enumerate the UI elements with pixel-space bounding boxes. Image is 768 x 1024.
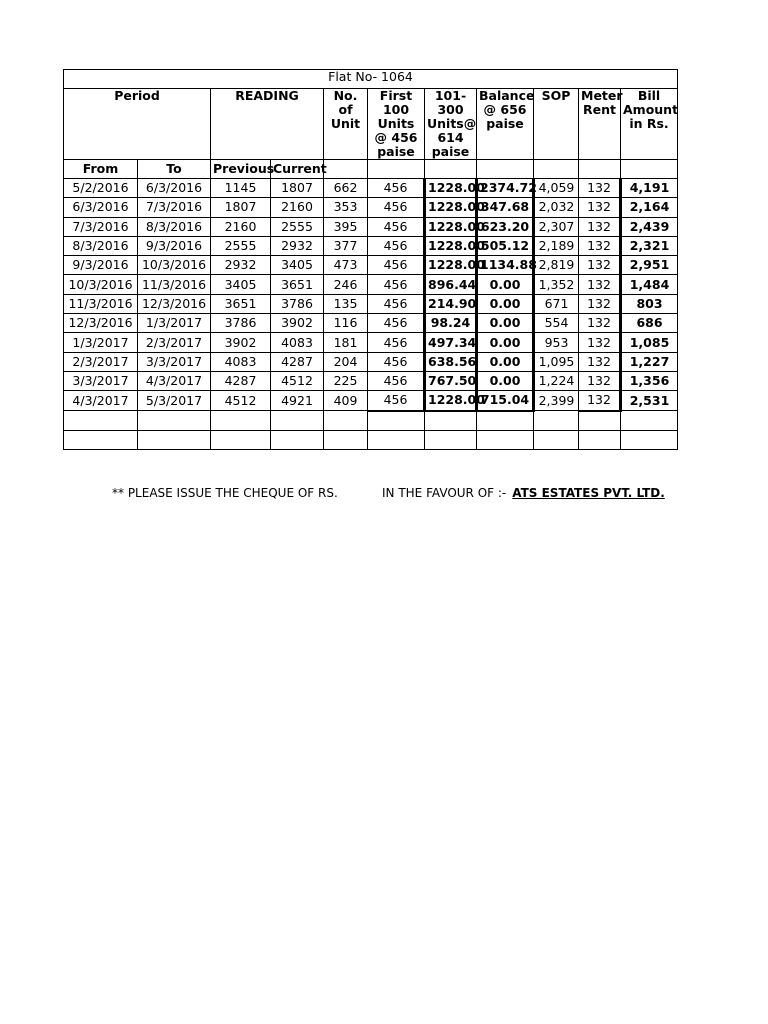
- empty-cell: [579, 411, 621, 431]
- cell-to: 10/3/2016: [138, 256, 211, 275]
- cell-first100: 456: [368, 352, 425, 371]
- empty-cell: [138, 411, 211, 431]
- cell-bill-amount: 2,164: [621, 198, 678, 217]
- cell-current: 2932: [271, 236, 324, 255]
- cell-bill-amount: 1,085: [621, 333, 678, 352]
- cell-sop: 554: [534, 314, 579, 333]
- cell-sop: 1,352: [534, 275, 579, 294]
- cell-sop: 2,189: [534, 236, 579, 255]
- header-sop: SOP: [534, 89, 579, 160]
- cell-101-300: 638.56: [425, 352, 477, 371]
- cell-sop: 1,095: [534, 352, 579, 371]
- header-reading: READING: [211, 89, 324, 160]
- cell-101-300: 1228.00: [425, 236, 477, 255]
- cell-sop: 2,032: [534, 198, 579, 217]
- table-row: [64, 333, 678, 352]
- cell-current: 4921: [271, 391, 324, 411]
- cell-units: 246: [324, 275, 368, 294]
- empty-cell: [368, 430, 425, 449]
- cell-balance: 623.20: [477, 217, 534, 236]
- empty-row: [64, 411, 678, 431]
- cell-units: 225: [324, 371, 368, 390]
- cell-meter-rent: 132: [579, 236, 621, 255]
- cell-first100: 456: [368, 371, 425, 390]
- cell-first100: 456: [368, 217, 425, 236]
- cell-from: 8/3/2016: [64, 236, 138, 255]
- header-blank: [368, 160, 425, 179]
- cell-bill-amount: 1,227: [621, 352, 678, 371]
- header-from: From: [64, 160, 138, 179]
- cell-current: 4287: [271, 352, 324, 371]
- cell-units: 353: [324, 198, 368, 217]
- table-row: [64, 352, 678, 371]
- cell-to: 2/3/2017: [138, 333, 211, 352]
- empty-cell: [368, 411, 425, 431]
- cell-balance: 0.00: [477, 333, 534, 352]
- empty-cell: [211, 411, 271, 431]
- cell-units: 116: [324, 314, 368, 333]
- cell-units: 395: [324, 217, 368, 236]
- cell-current: 2555: [271, 217, 324, 236]
- cell-bill-amount: 803: [621, 294, 678, 313]
- cell-balance: 0.00: [477, 294, 534, 313]
- cell-previous: 4287: [211, 371, 271, 390]
- cell-to: 9/3/2016: [138, 236, 211, 255]
- cell-meter-rent: 132: [579, 256, 621, 275]
- cell-current: 4083: [271, 333, 324, 352]
- table-row: [64, 179, 678, 198]
- header-blank: [621, 160, 678, 179]
- cell-to: 4/3/2017: [138, 371, 211, 390]
- cell-meter-rent: 132: [579, 294, 621, 313]
- empty-cell: [579, 430, 621, 449]
- cell-meter-rent: 132: [579, 275, 621, 294]
- empty-cell: [138, 430, 211, 449]
- cell-from: 4/3/2017: [64, 391, 138, 411]
- cell-meter-rent: 132: [579, 391, 621, 411]
- empty-cell: [534, 430, 579, 449]
- cell-current: 2160: [271, 198, 324, 217]
- cell-bill-amount: 686: [621, 314, 678, 333]
- empty-cell: [64, 411, 138, 431]
- cell-meter-rent: 132: [579, 352, 621, 371]
- empty-cell: [425, 430, 477, 449]
- header-first100: First 100 Units @ 456 paise: [368, 89, 425, 160]
- header-current: Current: [271, 160, 324, 179]
- empty-row: [64, 430, 678, 449]
- cell-sop: 671: [534, 294, 579, 313]
- cell-from: 1/3/2017: [64, 333, 138, 352]
- empty-cell: [621, 411, 678, 431]
- cell-from: 3/3/2017: [64, 371, 138, 390]
- header-units: No. of Unit: [324, 89, 368, 160]
- cheque-note: ** PLEASE ISSUE THE CHEQUE OF RS.: [112, 486, 338, 500]
- cell-bill-amount: 4,191: [621, 179, 678, 198]
- cell-first100: 456: [368, 256, 425, 275]
- cell-balance: 0.00: [477, 314, 534, 333]
- empty-cell: [324, 411, 368, 431]
- favour-label: IN THE FAVOUR OF :-: [382, 486, 507, 500]
- cell-meter-rent: 132: [579, 333, 621, 352]
- cell-to: 1/3/2017: [138, 314, 211, 333]
- table-row: [64, 256, 678, 275]
- cell-previous: 2160: [211, 217, 271, 236]
- cell-first100: 456: [368, 294, 425, 313]
- cell-101-300: 1228.00: [425, 256, 477, 275]
- cell-from: 7/3/2016: [64, 217, 138, 236]
- table-row: [64, 275, 678, 294]
- cell-bill-amount: 1,356: [621, 371, 678, 390]
- cell-units: 181: [324, 333, 368, 352]
- cell-101-300: 896.44: [425, 275, 477, 294]
- cell-previous: 3405: [211, 275, 271, 294]
- cell-units: 473: [324, 256, 368, 275]
- header-balance: Balance @ 656 paise: [477, 89, 534, 160]
- empty-cell: [425, 411, 477, 431]
- cell-101-300: 497.34: [425, 333, 477, 352]
- cell-to: 3/3/2017: [138, 352, 211, 371]
- table-row: [64, 217, 678, 236]
- cell-sop: 953: [534, 333, 579, 352]
- header-blank: [477, 160, 534, 179]
- cell-101-300: 1228.00: [425, 198, 477, 217]
- empty-cell: [64, 430, 138, 449]
- cell-current: 4512: [271, 371, 324, 390]
- cell-current: 3651: [271, 275, 324, 294]
- cell-101-300: 214.90: [425, 294, 477, 313]
- cell-units: 377: [324, 236, 368, 255]
- cell-to: 6/3/2016: [138, 179, 211, 198]
- header-101-300: 101-300 Units@ 614 paise: [425, 89, 477, 160]
- cell-from: 12/3/2016: [64, 314, 138, 333]
- electricity-bill-table: [63, 69, 678, 450]
- empty-cell: [621, 430, 678, 449]
- table-row: [64, 198, 678, 217]
- cell-101-300: 1228.00: [425, 179, 477, 198]
- payee-name: ATS ESTATES PVT. LTD.: [512, 486, 665, 500]
- cell-101-300: 767.50: [425, 371, 477, 390]
- cell-sop: 2,399: [534, 391, 579, 411]
- cell-balance: 715.04: [477, 391, 534, 411]
- cell-current: 3786: [271, 294, 324, 313]
- cell-current: 3902: [271, 314, 324, 333]
- header-blank: [579, 160, 621, 179]
- table-row: [64, 391, 678, 411]
- cell-balance: 0.00: [477, 352, 534, 371]
- cell-to: 5/3/2017: [138, 391, 211, 411]
- empty-cell: [324, 430, 368, 449]
- cell-from: 11/3/2016: [64, 294, 138, 313]
- cell-units: 135: [324, 294, 368, 313]
- header-blank: [425, 160, 477, 179]
- cell-previous: 1145: [211, 179, 271, 198]
- cell-sop: 2,819: [534, 256, 579, 275]
- empty-cell: [534, 411, 579, 431]
- cell-sop: 4,059: [534, 179, 579, 198]
- table-row: [64, 371, 678, 390]
- empty-cell: [477, 430, 534, 449]
- cell-from: 6/3/2016: [64, 198, 138, 217]
- cell-101-300: 98.24: [425, 314, 477, 333]
- cell-bill-amount: 2,321: [621, 236, 678, 255]
- cell-101-300: 1228.00: [425, 391, 477, 411]
- cell-previous: 4512: [211, 391, 271, 411]
- empty-cell: [211, 430, 271, 449]
- cell-first100: 456: [368, 179, 425, 198]
- cell-previous: 1807: [211, 198, 271, 217]
- header-blank: [324, 160, 368, 179]
- cell-first100: 456: [368, 198, 425, 217]
- empty-cell: [477, 411, 534, 431]
- cell-from: 5/2/2016: [64, 179, 138, 198]
- cell-to: 11/3/2016: [138, 275, 211, 294]
- cell-meter-rent: 132: [579, 198, 621, 217]
- cell-sop: 1,224: [534, 371, 579, 390]
- header-blank: [534, 160, 579, 179]
- cell-previous: 2555: [211, 236, 271, 255]
- cell-from: 2/3/2017: [64, 352, 138, 371]
- cell-current: 3405: [271, 256, 324, 275]
- cell-bill-amount: 2,951: [621, 256, 678, 275]
- cell-previous: 3651: [211, 294, 271, 313]
- header-to: To: [138, 160, 211, 179]
- cell-meter-rent: 132: [579, 314, 621, 333]
- cell-meter-rent: 132: [579, 217, 621, 236]
- cell-balance: 347.68: [477, 198, 534, 217]
- cell-first100: 456: [368, 275, 425, 294]
- header-period: Period: [64, 89, 211, 160]
- cell-balance: 0.00: [477, 371, 534, 390]
- table-row: [64, 236, 678, 255]
- header-bill-amount: Bill Amount in Rs.: [621, 89, 678, 160]
- cell-balance: 2374.72: [477, 179, 534, 198]
- cell-balance: 1134.88: [477, 256, 534, 275]
- cell-bill-amount: 2,531: [621, 391, 678, 411]
- cell-101-300: 1228.00: [425, 217, 477, 236]
- favour-line: [382, 486, 665, 500]
- cell-units: 662: [324, 179, 368, 198]
- cell-meter-rent: 132: [579, 371, 621, 390]
- cell-from: 9/3/2016: [64, 256, 138, 275]
- cell-current: 1807: [271, 179, 324, 198]
- header-meter-rent: Meter Rent: [579, 89, 621, 160]
- cell-to: 12/3/2016: [138, 294, 211, 313]
- cell-first100: 456: [368, 314, 425, 333]
- cell-balance: 505.12: [477, 236, 534, 255]
- cell-balance: 0.00: [477, 275, 534, 294]
- cell-previous: 3902: [211, 333, 271, 352]
- cell-previous: 2932: [211, 256, 271, 275]
- cell-units: 409: [324, 391, 368, 411]
- cell-first100: 456: [368, 333, 425, 352]
- cell-to: 8/3/2016: [138, 217, 211, 236]
- cell-first100: 456: [368, 236, 425, 255]
- table-row: [64, 314, 678, 333]
- table-row: [64, 294, 678, 313]
- cell-first100: 456: [368, 391, 425, 411]
- empty-cell: [271, 411, 324, 431]
- cell-meter-rent: 132: [579, 179, 621, 198]
- cell-units: 204: [324, 352, 368, 371]
- cell-from: 10/3/2016: [64, 275, 138, 294]
- cell-bill-amount: 2,439: [621, 217, 678, 236]
- cell-to: 7/3/2016: [138, 198, 211, 217]
- bill-sheet: [63, 69, 677, 450]
- header-previous: Previous: [211, 160, 271, 179]
- empty-cell: [271, 430, 324, 449]
- cell-previous: 3786: [211, 314, 271, 333]
- cell-sop: 2,307: [534, 217, 579, 236]
- cell-bill-amount: 1,484: [621, 275, 678, 294]
- cell-previous: 4083: [211, 352, 271, 371]
- page-title: Flat No- 1064: [64, 70, 678, 89]
